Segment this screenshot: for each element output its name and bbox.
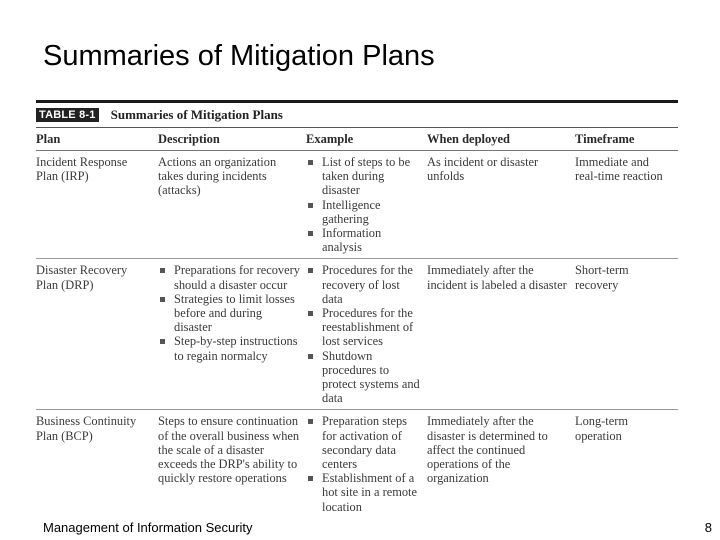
header-example: Example <box>306 128 427 151</box>
when-deployed-cell: As incident or disaster unfolds <box>427 151 575 259</box>
example-cell <box>306 259 427 410</box>
table-caption-title: Summaries of Mitigation Plans <box>110 107 283 122</box>
description-cell: Steps to ensure continuation of the overall business when the scale of a disaster exceeds the DRP's ability to quickly restore operations <box>158 414 300 486</box>
when-deployed-cell: Immediately after the incident is labeled a disaster <box>427 259 575 410</box>
when-deployed-cell: Immediately after the disaster is determined to affect the continued operations of the organization <box>427 414 548 486</box>
description-cell: Actions an organization takes during incidents (attacks) <box>158 151 306 259</box>
example-bullet: Procedures for the reestablishment of lost services <box>306 306 421 349</box>
timeframe-cell: Short-term recovery <box>575 259 678 410</box>
example-bullet-list <box>306 155 421 254</box>
slide-title: Summaries of Mitigation Plans <box>43 40 435 72</box>
example-bullet: Preparation steps for activation of secondary data centers <box>306 414 421 471</box>
example-bullet-list <box>306 263 421 405</box>
header-when-deployed: When deployed <box>427 128 575 151</box>
mitigation-plans-table <box>36 100 678 518</box>
description-bullet-list <box>158 263 300 362</box>
example-bullet: Information analysis <box>306 226 421 254</box>
example-bullet: Establishment of a hot site in a remote location <box>306 471 421 514</box>
footer-course-title: Management of Information Security <box>43 520 253 535</box>
table-caption <box>36 103 678 128</box>
header-description: Description <box>158 128 306 151</box>
timeframe-cell: Immediate and real-time reaction <box>575 151 678 259</box>
table-body <box>36 151 678 518</box>
plan-cell: Business Continuity Plan (BCP) <box>36 414 137 443</box>
description-bullet: Step-by-step instructions to regain normalcy <box>158 334 300 362</box>
timeframe-cell: Long-term operation <box>575 414 628 443</box>
example-bullet: Shutdown procedures to protect systems and data <box>306 349 421 406</box>
example-bullet-list <box>306 414 421 513</box>
example-bullet: Intelligence gathering <box>306 198 421 226</box>
description-bullet: Preparations for recovery should a disaster occur <box>158 263 300 291</box>
description-bullet: Strategies to limit losses before and during disaster <box>158 292 300 335</box>
table-grid <box>36 128 678 151</box>
example-bullet: Procedures for the recovery of lost data <box>306 263 421 306</box>
footer-page-number: 8 <box>704 520 712 535</box>
example-cell <box>306 410 427 517</box>
plan-cell: Incident Response Plan (IRP) <box>36 151 158 259</box>
header-timeframe: Timeframe <box>575 128 678 151</box>
table-number-tag: TABLE 8-1 <box>36 108 99 122</box>
example-cell <box>306 151 427 259</box>
plan-cell: Disaster Recovery Plan (DRP) <box>36 259 158 410</box>
description-cell <box>158 259 306 410</box>
example-bullet: List of steps to be taken during disaster <box>306 155 421 198</box>
header-plan: Plan <box>36 128 158 151</box>
